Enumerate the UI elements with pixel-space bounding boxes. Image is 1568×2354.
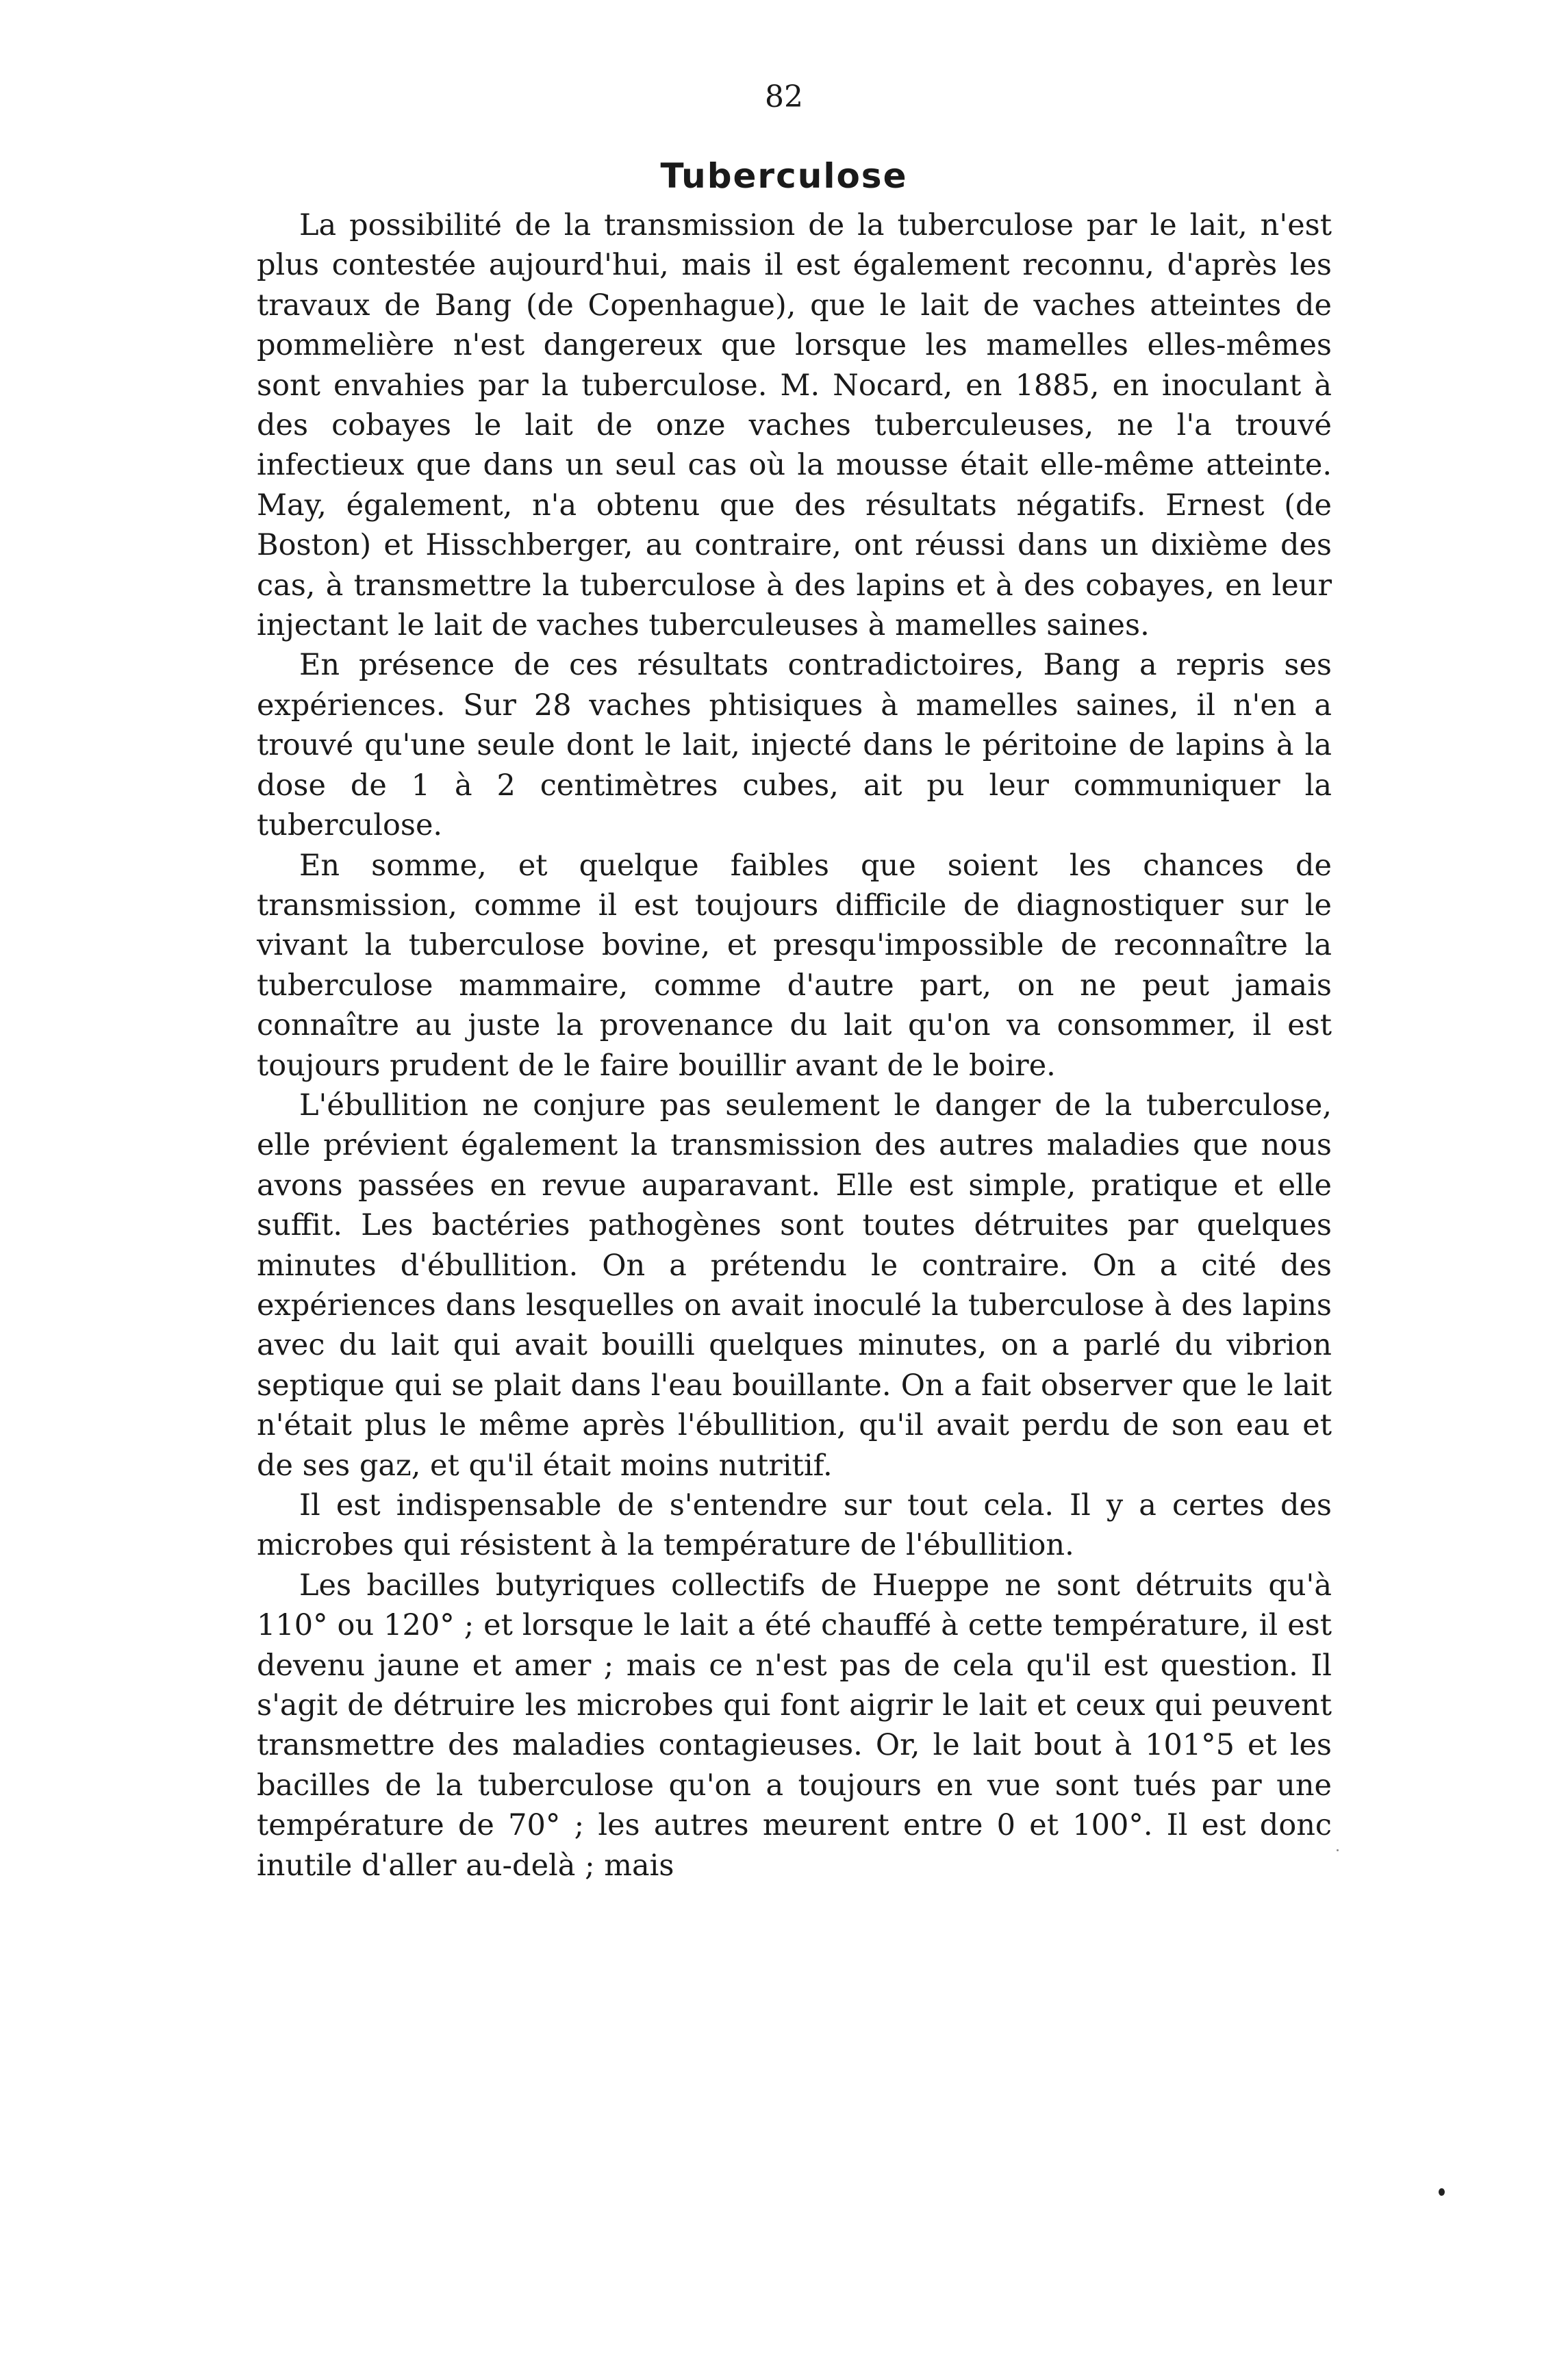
paragraph-5: Il est indispensable de s'entendre sur tout cela. Il y a certes des microbes qui résistent à la température de l'ébullition. — [257, 1488, 1332, 1563]
paragraph-3: En somme, et quelque faibles que soient les chances de transmission, comme il est toujours difficile de diagnostiquer sur le vivant la tuberculose bovine, et presqu'impossible de reconnaître la tuberculose mammaire, comme d'autre part, on ne peut jamais connaître au juste la provenance du lait qu'on va consommer, il est toujours prudent de le faire bouillir avant de le boire. — [257, 848, 1332, 1083]
paragraph-2: En présence de ces résultats contradictoires, Bang a repris ses expériences. Sur 28 vaches phtisiques à mamelles saines, il n'en a trouvé qu'une seule dont le lait, injecté dans le péritoine de lapins à la dose de 1 à 2 centimètres cubes, ait pu leur communiquer la tuberculose. — [257, 648, 1332, 843]
speck-mark — [1337, 1849, 1339, 1851]
body-text — [257, 205, 1332, 1886]
paragraph-6: Les bacilles butyriques collectifs de Hueppe ne sont détruits qu'à 110° ou 120° ; et lorsque le lait a été chauffé à cette température, il est devenu jaune et amer ; mais ce n'est pas de cela qu'il est question. Il s'agit de détruire les microbes qui font aigrir le lait et ceux qui peuvent transmettre des maladies contagieuses. Or, le lait bout à 101°5 et les bacilles de la tuberculose qu'on a toujours en vue sont tués par une température de 70° ; les autres meurent entre 0 et 100°. Il est donc inutile d'aller au-delà ; mais — [257, 1568, 1332, 1883]
ink-dot-mark — [1439, 2188, 1445, 2196]
section-heading: Tuberculose — [660, 156, 908, 196]
page-number: 82 — [765, 79, 803, 114]
paragraph-4: L'ébullition ne conjure pas seulement le danger de la tuberculose, elle prévient également la transmission des autres maladies que nous avons passées en revue auparavant. Elle est simple, pratique et elle suffit. Les bactéries pathogènes sont toutes détruites par quelques minutes d'ébullition. On a prétendu le contraire. On a cité des expériences dans lesquelles on avait inoculé la tuberculose à des lapins avec du lait qui avait bouilli quelques minutes, on a parlé du vibrion septique qui se plait dans l'eau bouillante. On a fait observer que le lait n'était plus le même après l'ébullition, qu'il avait perdu de son eau et de ses gaz, et qu'il était moins nutritif. — [257, 1088, 1332, 1483]
paragraph-1: La possibilité de la transmission de la tuberculose par le lait, n'est plus contestée aujourd'hui, mais il est également reconnu, d'après les travaux de Bang (de Copenhague), que le lait de vaches atteintes de pommelière n'est dangereux que lorsque les mamelles elles-mêmes sont envahies par la tuberculose. M. Nocard, en 1885, en inoculant à des cobayes le lait de onze vaches tuberculeuses, ne l'a trouvé infectieux que dans un seul cas où la mousse était elle-même atteinte. May, également, n'a obtenu que des résultats négatifs. Ernest (de Boston) et Hisschberger, au contraire, ont réussi dans un dixième des cas, à transmettre la tuberculose à des lapins et à des cobayes, en leur injectant le lait de vaches tuberculeuses à mamelles saines. — [257, 208, 1332, 643]
